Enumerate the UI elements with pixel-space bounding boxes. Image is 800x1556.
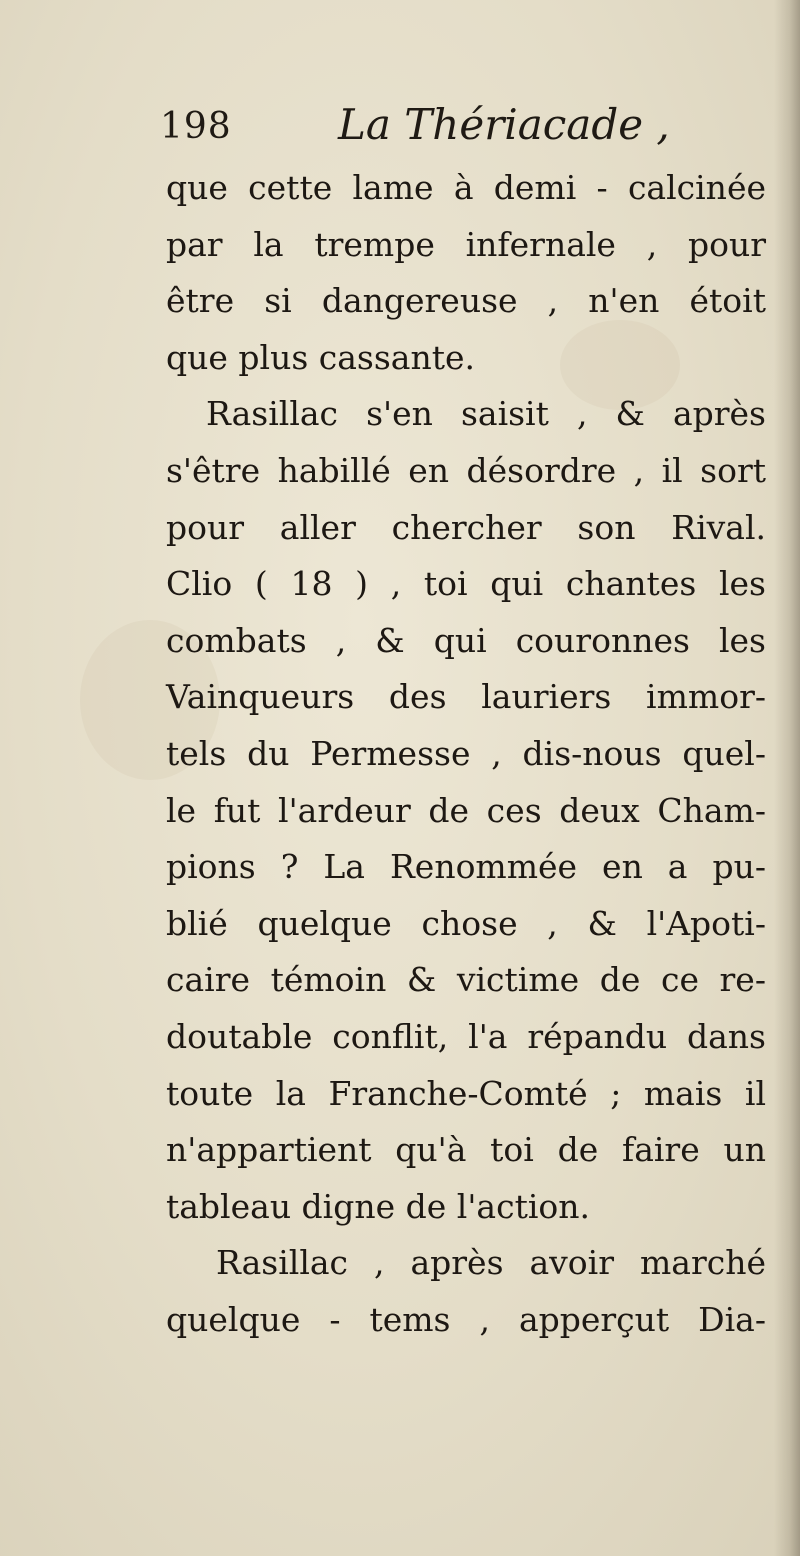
text-line: pions ? La Renommée en a pu- xyxy=(166,847,766,887)
running-title: La Thériacade , xyxy=(338,100,670,149)
text-line: pour aller chercher son Rival. xyxy=(166,507,766,547)
text-line: le fut l'ardeur de ces deux Cham- xyxy=(166,790,766,830)
text-line: que cette lame à demi - calcinée xyxy=(166,168,766,207)
page-gutter-shadow xyxy=(774,0,800,1556)
text-line: Vainqueurs des lauriers immor- xyxy=(166,677,766,717)
text-line: s'être habillé en désordre , il sort xyxy=(166,450,766,490)
text-line: tels du Permesse , dis-nous quel- xyxy=(166,733,766,773)
text-line: caire témoin & victime de ce re- xyxy=(166,960,766,1000)
text-line: blié quelque chose , & l'Apoti- xyxy=(166,903,766,943)
text-line: quelque - tems , apperçut Dia- xyxy=(166,1299,766,1339)
body-text xyxy=(166,160,766,1348)
text-line: n'appartient qu'à toi de faire un xyxy=(166,1130,766,1170)
text-line: tableau digne de l'action. xyxy=(166,1186,590,1226)
text-line: Rasillac , après avoir marché xyxy=(216,1243,766,1283)
text-line: être si dangereuse , n'en étoit xyxy=(166,281,766,321)
text-line: combats , & qui couronnes les xyxy=(166,620,766,660)
text-line: toute la Franche-Comté ; mais il xyxy=(166,1073,766,1113)
page-number: 198 xyxy=(160,106,232,147)
text-line: Rasillac s'en saisit , & après xyxy=(206,394,766,434)
text-line: doutable conflit, l'a répandu dans xyxy=(166,1016,766,1056)
text-line: Clio ( 18 ) , toi qui chantes les xyxy=(166,564,766,604)
text-line: par la trempe infernale , pour xyxy=(166,224,766,264)
text-line: que plus cassante. xyxy=(166,337,475,377)
page-header xyxy=(160,100,760,158)
